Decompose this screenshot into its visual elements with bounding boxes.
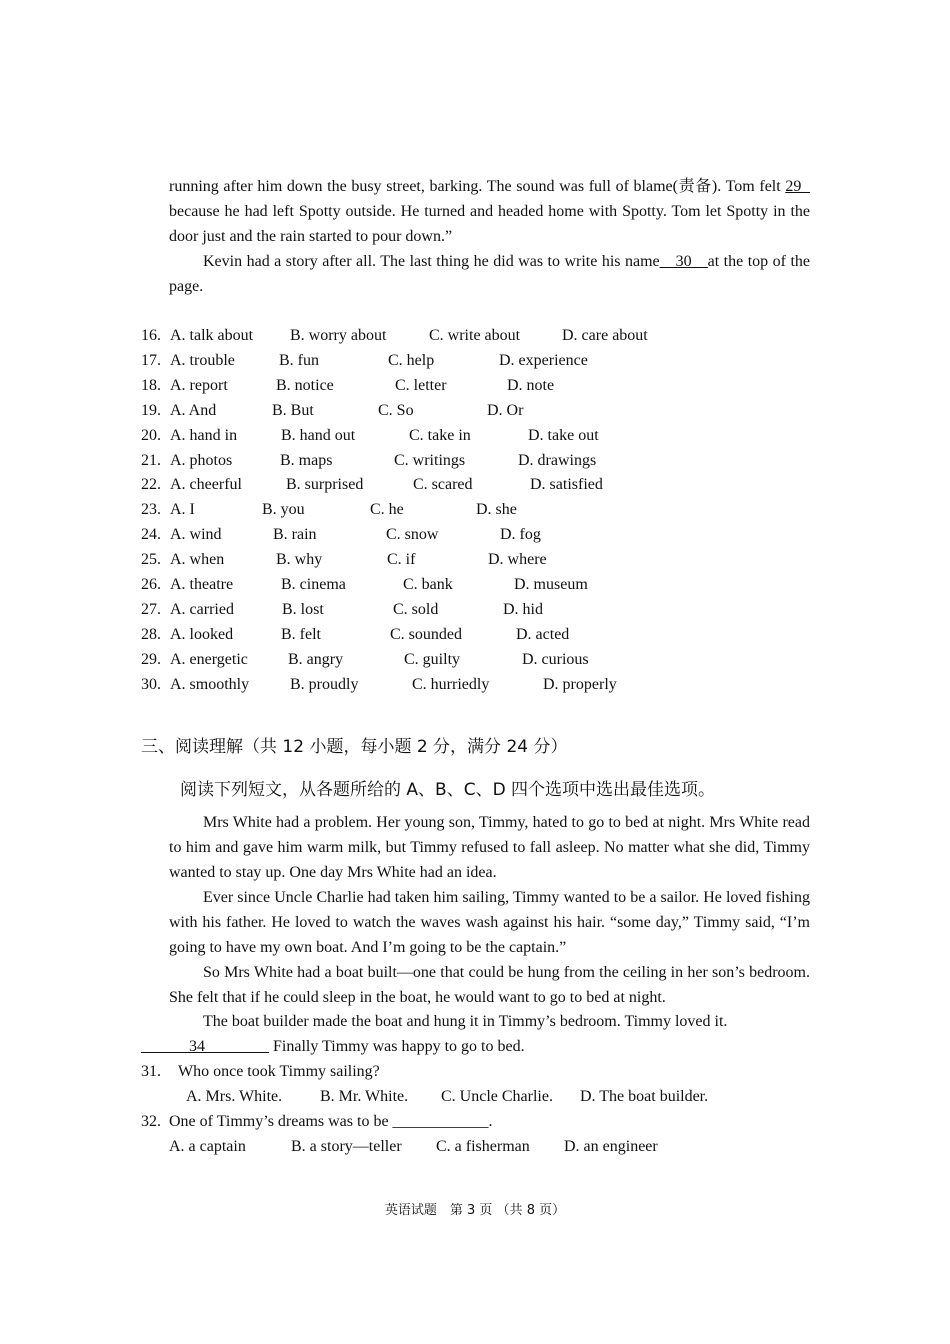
cloze-option-row bbox=[141, 398, 841, 423]
question-stem: One of Timmy’s dreams was to be ____________. bbox=[169, 1113, 493, 1130]
option-number: 21. bbox=[141, 451, 161, 469]
cloze-option-row bbox=[141, 373, 841, 398]
passage1-paragraph-1 bbox=[169, 174, 810, 249]
option-a: A. theatre bbox=[170, 576, 234, 593]
cloze-option-row bbox=[141, 647, 841, 672]
option-number: 16. bbox=[141, 327, 161, 344]
passage2-paragraph-1: Mrs White had a problem. Her young son, Timmy, hated to go to bed at night. Mrs White read to him and gave him warm milk, but Timmy refused to fall asleep. No matter what she did, Timmy wanted to stay up. One day Mrs White had an idea. bbox=[169, 814, 810, 881]
question-32-options bbox=[141, 1134, 841, 1159]
option-d: D. hid bbox=[503, 600, 543, 618]
page-footer: 英语试题 第 3 页 （共 8 页） bbox=[384, 1203, 566, 1218]
option-b: B. you bbox=[262, 501, 305, 519]
option-b: B. But bbox=[272, 401, 314, 419]
option-c: C. bank bbox=[403, 576, 453, 593]
option-a: A. photos bbox=[170, 451, 233, 469]
option-number: 24. bbox=[141, 526, 161, 544]
option-a: A. cheerful bbox=[170, 476, 242, 494]
option-number: 27. bbox=[141, 600, 161, 618]
option-number: 25. bbox=[141, 551, 161, 569]
passage1-text-a: running after him down the busy street, barking. The sound was full of blame(责备). Tom felt bbox=[169, 178, 781, 195]
option-c: C. take in bbox=[409, 426, 471, 444]
option-b: B. felt bbox=[281, 625, 321, 643]
option-c: C. hurriedly bbox=[412, 675, 490, 693]
cloze-option-row bbox=[141, 448, 841, 473]
option-d: D. properly bbox=[543, 675, 617, 693]
option-number: 23. bbox=[141, 501, 161, 519]
option-d: D. experience bbox=[499, 351, 588, 369]
option-c: C. scared bbox=[413, 476, 473, 494]
option-c: C. writings bbox=[394, 451, 466, 469]
cloze-option-row bbox=[141, 597, 841, 622]
option-d: D. curious bbox=[522, 650, 589, 668]
option-a: A. when bbox=[170, 551, 225, 569]
passage2-p5-tail: Finally Timmy was happy to go to bed. bbox=[269, 1038, 525, 1055]
passage2-paragraph-4: The boat builder made the boat and hung it in Timmy’s bedroom. Timmy loved it. bbox=[203, 1013, 728, 1030]
question-number: 32. bbox=[141, 1113, 161, 1130]
option-a: A. looked bbox=[170, 625, 234, 643]
option-b: B. maps bbox=[280, 451, 333, 469]
option-b: B. notice bbox=[276, 376, 334, 394]
option-d: D. drawings bbox=[518, 451, 597, 469]
option-number: 28. bbox=[141, 625, 161, 643]
option-d: D. take out bbox=[528, 426, 599, 444]
option-d: D. museum bbox=[514, 576, 588, 593]
option-c: C. a fisherman bbox=[436, 1138, 530, 1155]
passage1-p2-text-b: at the top of the page. bbox=[169, 253, 810, 295]
option-d: D. care about bbox=[562, 327, 648, 344]
cloze-option-row bbox=[141, 622, 841, 647]
option-number: 18. bbox=[141, 376, 161, 394]
passage1-text-b: because he had left Spotty outside. He turned and headed home with Spotty. Tom let Spotty in the door just and the rain started to pour down.” bbox=[169, 203, 810, 245]
option-number: 20. bbox=[141, 426, 161, 444]
option-number: 30. bbox=[141, 675, 161, 693]
section-instruction: 阅读下列短文，从各题所给的 A、B、C、D 四个选项中选出最佳选项。 bbox=[180, 780, 716, 800]
option-c: C. he bbox=[370, 501, 404, 519]
option-b: B. surprised bbox=[286, 476, 364, 494]
option-b: B. fun bbox=[279, 351, 319, 369]
option-d: D. fog bbox=[500, 526, 541, 544]
passage2-paragraph-2: Ever since Uncle Charlie had taken him sailing, Timmy wanted to be a sailor. He loved fishing with his father. He loved to watch the waves wash against his hair. “some day,” Timmy said, “I’m going to have my own boat. And I’m going to be the captain.” bbox=[169, 889, 810, 956]
question-31 bbox=[141, 1059, 841, 1084]
option-c: C. help bbox=[388, 351, 435, 369]
option-b: B. hand out bbox=[281, 426, 356, 444]
option-a: A. hand in bbox=[170, 426, 238, 444]
option-b: B. a story—teller bbox=[291, 1138, 402, 1155]
option-b: B. cinema bbox=[281, 576, 346, 593]
section-title: 三、阅读理解（共 12 小题，每小题 2 分，满分 24 分） bbox=[141, 737, 568, 757]
option-d: D. The boat builder. bbox=[580, 1088, 709, 1105]
option-a: A. trouble bbox=[170, 351, 235, 369]
option-b: B. Mr. White. bbox=[320, 1088, 409, 1105]
passage2-paragraph-5 bbox=[141, 1034, 811, 1059]
cloze-option-row bbox=[141, 522, 841, 547]
option-d: D. satisfied bbox=[530, 476, 603, 494]
option-a: A. wind bbox=[170, 526, 222, 544]
option-b: B. why bbox=[276, 551, 323, 569]
option-c: C. sold bbox=[393, 600, 439, 618]
question-number: 31. bbox=[141, 1063, 161, 1080]
option-a: A. I bbox=[170, 501, 195, 519]
blank-34: ______34________ bbox=[141, 1038, 269, 1055]
option-b: B. lost bbox=[282, 600, 324, 618]
option-a: A. energetic bbox=[170, 650, 248, 668]
option-c: C. snow bbox=[386, 526, 439, 544]
option-a: A. And bbox=[170, 401, 217, 419]
option-c: C. if bbox=[387, 551, 416, 569]
option-number: 22. bbox=[141, 476, 161, 494]
option-d: D. an engineer bbox=[564, 1138, 658, 1155]
option-c: C. sounded bbox=[390, 625, 462, 643]
blank-29: 29 bbox=[785, 178, 811, 195]
option-c: C. guilty bbox=[404, 650, 461, 668]
cloze-option-row bbox=[141, 572, 841, 597]
option-b: B. proudly bbox=[290, 675, 359, 693]
option-number: 19. bbox=[141, 401, 161, 419]
cloze-option-row bbox=[141, 497, 841, 522]
option-b: B. rain bbox=[273, 526, 317, 544]
passage2-paragraph-3: So Mrs White had a boat built—one that could be hung from the ceiling in her son’s bedroom. She felt that if he could sleep in the boat, he would want to go to bed at night. bbox=[169, 964, 810, 1006]
cloze-option-row bbox=[141, 348, 841, 373]
question-32 bbox=[141, 1109, 841, 1134]
cloze-option-row bbox=[141, 423, 841, 448]
passage1-paragraph-2 bbox=[169, 249, 810, 299]
option-a: A. Mrs. White. bbox=[186, 1088, 283, 1105]
cloze-option-row bbox=[141, 672, 841, 697]
passage1-p2-text-a: Kevin had a story after all. The last thing he did was to write his name bbox=[203, 253, 660, 270]
option-c: C. letter bbox=[395, 376, 447, 394]
option-c: C. So bbox=[378, 401, 414, 419]
option-d: D. where bbox=[488, 551, 547, 569]
option-c: C. write about bbox=[429, 327, 521, 344]
question-stem: Who once took Timmy sailing? bbox=[178, 1063, 380, 1080]
option-a: A. carried bbox=[170, 600, 234, 618]
option-b: B. angry bbox=[288, 650, 344, 668]
option-d: D. she bbox=[476, 501, 517, 519]
option-c: C. Uncle Charlie. bbox=[441, 1088, 553, 1105]
question-31-options bbox=[141, 1084, 841, 1109]
option-d: D. note bbox=[507, 376, 555, 394]
cloze-option-row bbox=[141, 323, 841, 348]
option-number: 17. bbox=[141, 351, 161, 369]
cloze-option-row bbox=[141, 547, 841, 572]
option-a: A. report bbox=[170, 376, 228, 394]
option-d: D. acted bbox=[516, 625, 570, 643]
option-number: 29. bbox=[141, 650, 161, 668]
cloze-option-row bbox=[141, 472, 841, 497]
option-b: B. worry about bbox=[290, 327, 387, 344]
blank-30: __30__ bbox=[659, 253, 708, 270]
option-a: A. talk about bbox=[170, 327, 254, 344]
option-a: A. smoothly bbox=[170, 675, 250, 693]
option-number: 26. bbox=[141, 576, 161, 593]
option-d: D. Or bbox=[487, 401, 524, 419]
option-a: A. a captain bbox=[169, 1138, 246, 1155]
